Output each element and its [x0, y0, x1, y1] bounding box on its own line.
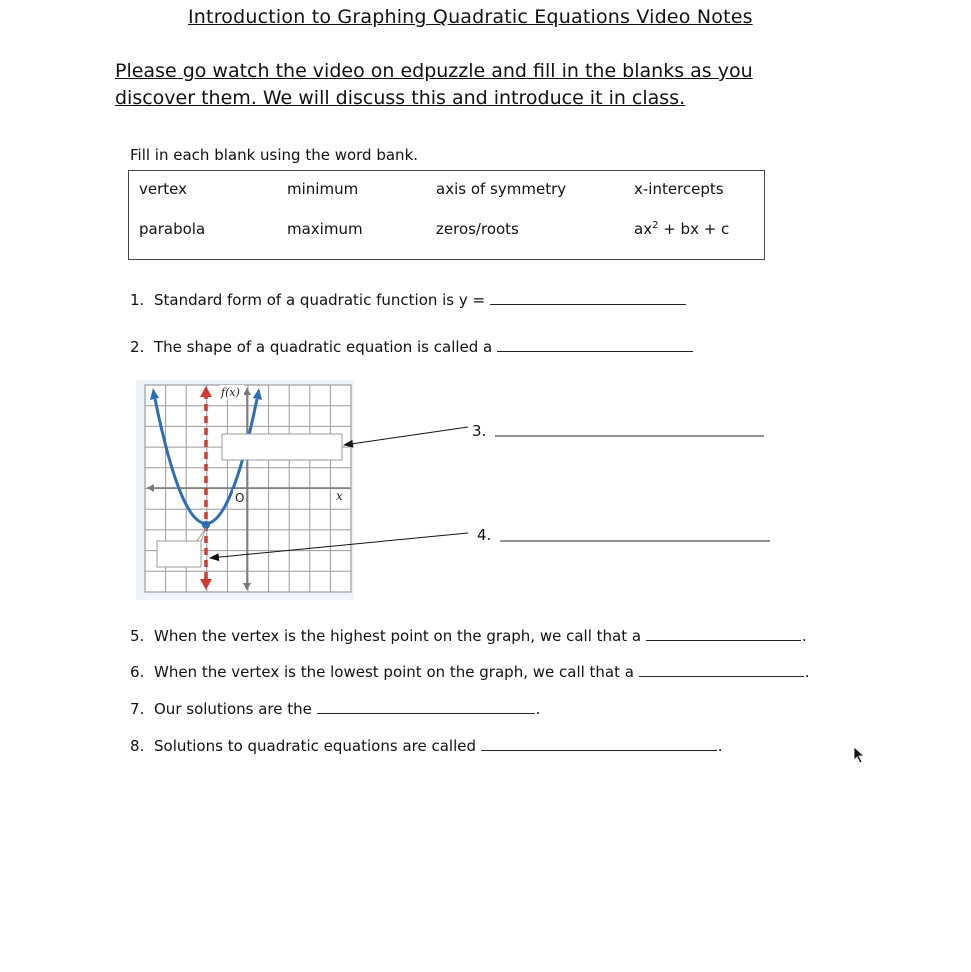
answer-blank-6[interactable] [639, 662, 804, 677]
page-title: Introduction to Graphing Quadratic Equations Video Notes [188, 6, 753, 28]
word-bank-item: vertex [139, 180, 187, 198]
pointer-arrow-3 [344, 427, 468, 445]
answer-blank-5[interactable] [646, 626, 801, 641]
answer-blank-8[interactable] [481, 736, 717, 751]
label-box-3 [222, 434, 342, 460]
word-bank-label: Fill in each blank using the word bank. [130, 146, 419, 164]
word-bank-item-standard-form: $ax^2$ + bx + c [634, 220, 730, 238]
y-axis-label: f(x) [221, 386, 240, 399]
word-bank-item: minimum [287, 180, 359, 198]
instructions: Please go watch the video on edpuzzle and fill in the blanks as you discover them. We will discuss this and introduce it in class. [115, 60, 753, 109]
question-3-number: 3. [472, 422, 487, 440]
question-7: 7. Our solutions are the . [130, 700, 541, 718]
word-bank-item: maximum [287, 220, 363, 238]
word-bank-item: axis of symmetry [436, 180, 567, 198]
x-axis-label: x [336, 489, 343, 503]
mouse-cursor-icon [853, 746, 867, 764]
question-2: 2. The shape of a quadratic equation is called a [130, 337, 693, 356]
word-bank-item: x-intercepts [634, 180, 724, 198]
label-box-4 [157, 541, 201, 567]
word-bank-item: parabola [139, 220, 206, 238]
question-4-number: 4. [477, 526, 492, 544]
answer-blank-7[interactable] [317, 699, 535, 714]
word-bank-item: zeros/roots [436, 220, 519, 238]
origin-label: O [235, 491, 245, 505]
question-1: 1. Standard form of a quadratic function is y = [130, 290, 686, 309]
question-6: 6. When the vertex is the lowest point on the graph, we call that a . [130, 663, 810, 681]
vertex-point [202, 521, 210, 529]
question-5: 5. When the vertex is the highest point on the graph, we call that a . [130, 627, 807, 645]
question-8: 8. Solutions to quadratic equations are called . [130, 737, 723, 755]
